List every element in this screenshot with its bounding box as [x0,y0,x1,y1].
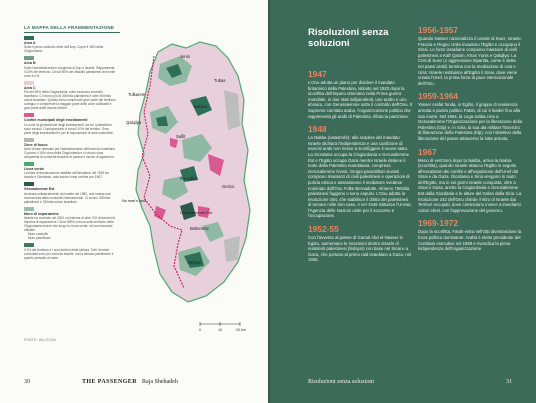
legend-title: Zone di fuoco [24,142,48,147]
timeline-year: 1959-1964 [418,91,459,102]
city-label-salfit: Salfit [176,134,186,139]
legend-title: Muro di separazione [24,211,59,216]
legend-item-other [24,243,116,260]
legend-item-separation-wall [24,207,116,240]
title-rule [24,32,120,33]
city-label-tubas: Tubas [214,78,226,83]
timeline-text: Yasser Arafat fonda, in Egitto, il gruppo di resistenza armata e partito politico Fatah, di cui è leader fino alla sua morte. Nel 1964, la Lega araba crea a Gerusalemme l'Organizzazione per la liberazione della Palestina (Olp) e, in Siria, la sua ala militare l'Esercito di liberazione della Palestina (Elp), con l'obiettivo della liberazione del paese attraverso la lotta armata. [418,102,522,141]
legend-text: Sotto il pieno controllo civile dell'Anp. Copre il 18% della Cisgiordania. [24,45,104,54]
legend-title: Gerusalemme Est [24,187,55,192]
legend-swatch [24,243,34,247]
legend-text: Israele ha costruito nel 2002 un insieme di oltre 700 chilometri di barriera di separazione. Circa l'85% si trova sotto territorio della Cisgiordania invece che lungo la Linea verde, nel suo tracciato ufficiale. [24,216,115,233]
legend-swatch [24,182,34,186]
city-label-bethlehem: Betlemme [190,226,209,231]
timeline-year: 1947 [308,69,327,79]
legend-text: Le zone di giurisdizione degli insediamenti, da cui i palestinesi sono esclusi. Corrispondono a circa il 10% dei territori. Gran parte degli insediamenti è per le imposizione di aree costruttive. [24,122,114,135]
legend-title: Confini municipali degli insediamenti [24,118,88,123]
right-footer [268,379,536,389]
timeline-year: 1967 [418,146,437,157]
page-number-left: 30 [24,379,30,385]
legend-item-area-b [24,56,116,77]
city-label-jenin: Jenin [180,54,191,59]
city-label-tulkarem: Tulkarem [128,92,146,97]
legend-swatch [24,138,34,142]
right-page [268,0,536,403]
legend-item-east-jerusalem [24,182,116,203]
book-spine-shadow [268,0,271,403]
legend-text: Più del 60% della Cisgiordania, sotto esclusivo controllo israeliano. Ci vivono più di 300mila palestinesi e oltre 400mila coloni israeliani. Questa zona comprende gran parte del territorio contiguo e comprende la maggior parte delle zone coltivabili e gran parte delle risorse idriche. [24,90,116,111]
city-label-qalqilya: Qalqilya [126,120,142,125]
west-bank-map [120,30,260,335]
legend-title: Area B [24,61,36,66]
map-title: LA MAPPA DELLA FRAMMENTAZIONE [24,25,115,30]
scale-label-10: 10 [218,328,222,332]
legend-item-green-line [24,162,116,179]
map-source: FONTE: UN-OCHA [24,338,56,342]
left-footer [24,379,256,389]
timeline-text: Dopo la sconfitta, Fatah entra nell'Olp diventandone la forza politica dominante: Arafat è eletto presidente del Comitato esecutivo nel 1969 e rivendica la piena indipendenza dell'organizzazione [418,229,522,252]
city-label-east-jerusalem: Gerusalemme Est [180,210,213,215]
legend-title: Area A [24,41,36,45]
scale-label-20: 20 km [236,328,246,332]
city-label-ramallah: Ramallah [180,176,198,181]
page-title: Risoluzioni senza soluzioni [308,27,389,49]
timeline-text: Meno di vent'anni dopo la Nakba, arriva la Naksa (sconfitta), quando Israele attacca l'Egitto in seguito all'escalation dei confini e all'espulsione dell'Unef dal Sinai e da Gaza. Giordania e Siria vengono in aiuto dell'Egitto, ma in sei giorni Israele conquista, oltre a Sinai e Gaza, anche la Cisgiordania e Gerusalemme Est dalla Giordania e le alture del Golan dalla Siria. La risoluzione 242 dell'Onu chiede il ritiro di Israele dai Territori occupati, dove cominciano invece a insediarsi coloni ebrei, con l'approvazione del governo. [418,157,522,213]
firing-zone [224,236,240,262]
legend-swatch [24,162,34,166]
legend-item-area-c [24,81,116,110]
scale-label-0: 0 [199,328,201,332]
magazine-name: THE PASSENGER [82,379,137,385]
timeline-text: Quando Nasser nazionalizza il canale di Suez, Israele, Francia e Regno Unito invadono l'Egitto e occupano il Sinai. Le forze israeliane compiono massacri di civili palestinesi a Kafr Qasim, Khan Yunis e Qalqilya. La Crisi di Suez (o aggressione tripartita, come è detta nei paesi arabi) termina con la mediazione di Usa e Urss: Israele restituisce all'Egitto il Sinai, dove viene creata l'Unef, la prima forza di pace internazionale dell'Onu. [418,36,522,86]
timeline-text: La Nakba (catastrofe): allo scadere del mandato Israele dichiara l'indipendenza e una coalizione di eserciti arabi non riesce a sconfiggere il nuovo stato. La Giordania occupa la Cisgiordania e Gerusalemme Est e l'Egitto occupa Gaza mentre Israele detiene il resto della Palestina mandataria, compresa Gerusalemme Ovest. Gruppi paramilitari sionisti compiono massacri di civili palestinesi e operazioni di pulizia etnica e assassinano il mediatore svedese nominato dall'Onu Folke Bernadotte. Almeno 750mila palestinesi fuggono o sono espulsi. L'Onu adotta la risoluzione 194, che stabilisce il diritto dei palestinesi di tornare nelle loro case, e nel 1949 istituisce l'Unrwa, l'Agenzia delle Nazioni unite per il soccorso e l'occupazione. [308,135,412,219]
legend-title: Linea verde [24,167,44,172]
timeline-year: 1952-55 [308,224,339,235]
legend-text: Annessa unilateralmente da Israele nel 1980, una mossa mai riconosciuta dalla comunità internazionale. Ci vivono 300mila palestinesi e 230mila coloni israeliani. [24,191,111,204]
city-label-hebron: Hebron [188,260,202,265]
legend-swatch [24,81,34,85]
legend-title: Area C [24,85,36,90]
legend-text: Il 3% del territorio e i suoi territori della striscia. Tutti i territori controllati sono più vicini da Israele, ma la striscia palestinese è quanto pertanto al mare. [24,248,114,261]
city-label-gerico: Gerico [222,184,235,189]
legend-text: Sotto l'amministrazione congiunta di Anp e Israele. Rappresenta il 22% del territorio. Circa l'80% dei cittadini palestinesi vive nelle zone A e B. [24,65,116,78]
legend-swatch [24,207,34,211]
legend-sub-planned: Muro pianificato [28,236,51,241]
timeline-column-left [308,70,412,269]
legend-swatch [24,56,34,60]
legend-item-settlements [24,113,116,134]
no-mans-land-label: No man's land [122,199,147,203]
legend-swatch [24,113,34,117]
timeline-column-right [418,26,522,258]
map-legend [24,36,116,263]
author-name: Raja Shehadeh [142,379,178,385]
scale-bar [199,322,246,332]
timeline-year: 1956-1957 [418,25,459,35]
legend-swatch [24,36,34,40]
running-title: Risoluzioni senza soluzioni [308,379,374,385]
timeline-text: Con l'avvento al potere di Gamal Abd el-Nasser in Egitto, aumentano le incursioni dentro Israele di resistenti palestinesi (fedayin) con base nel Sinai e a Gaza, che portano al primo raid israeliano a Gaza, nel 1955. [308,235,411,263]
page-number-right: 31 [506,379,512,385]
legend-item-firing-zones [24,138,116,159]
city-label-nablus: Nablus [194,104,208,109]
legend-text: La linea di demarcazione stabilita nell'armistizio del 1949 tra Israele e Giordania, nota anche come confine pre-1967. [24,171,109,180]
timeline-text: L'Onu adotta un piano per dividere il mandato britannico della Palestina, istituito nel 1920 dopo la sconfitta dell'impero ottomano nella Prima guerra mondiale, in due stati indipendenti, uno arabo e uno ebraico, con Gerusalemme sotto il controllo dell'Onu. Il Supremo comitato arabo, l'organizzazione politica che rappresenta gli arabi di Palestina, rifiuta la partizione. [308,80,412,119]
timeline-year: 1948 [308,124,327,135]
legend-item-area-a [24,36,116,53]
legend-sub-built: Muro costruito [28,232,49,237]
timeline-year: 1969-1972 [418,218,459,229]
legend-text: Aree chiuse riservate per l'addestramento dell'esercito israeliano. Coprono il 18% circa della Cisgiordania e vi vivono circa cinquemila di comunità beduine di pastori e rischio di sgombero. [24,147,116,160]
